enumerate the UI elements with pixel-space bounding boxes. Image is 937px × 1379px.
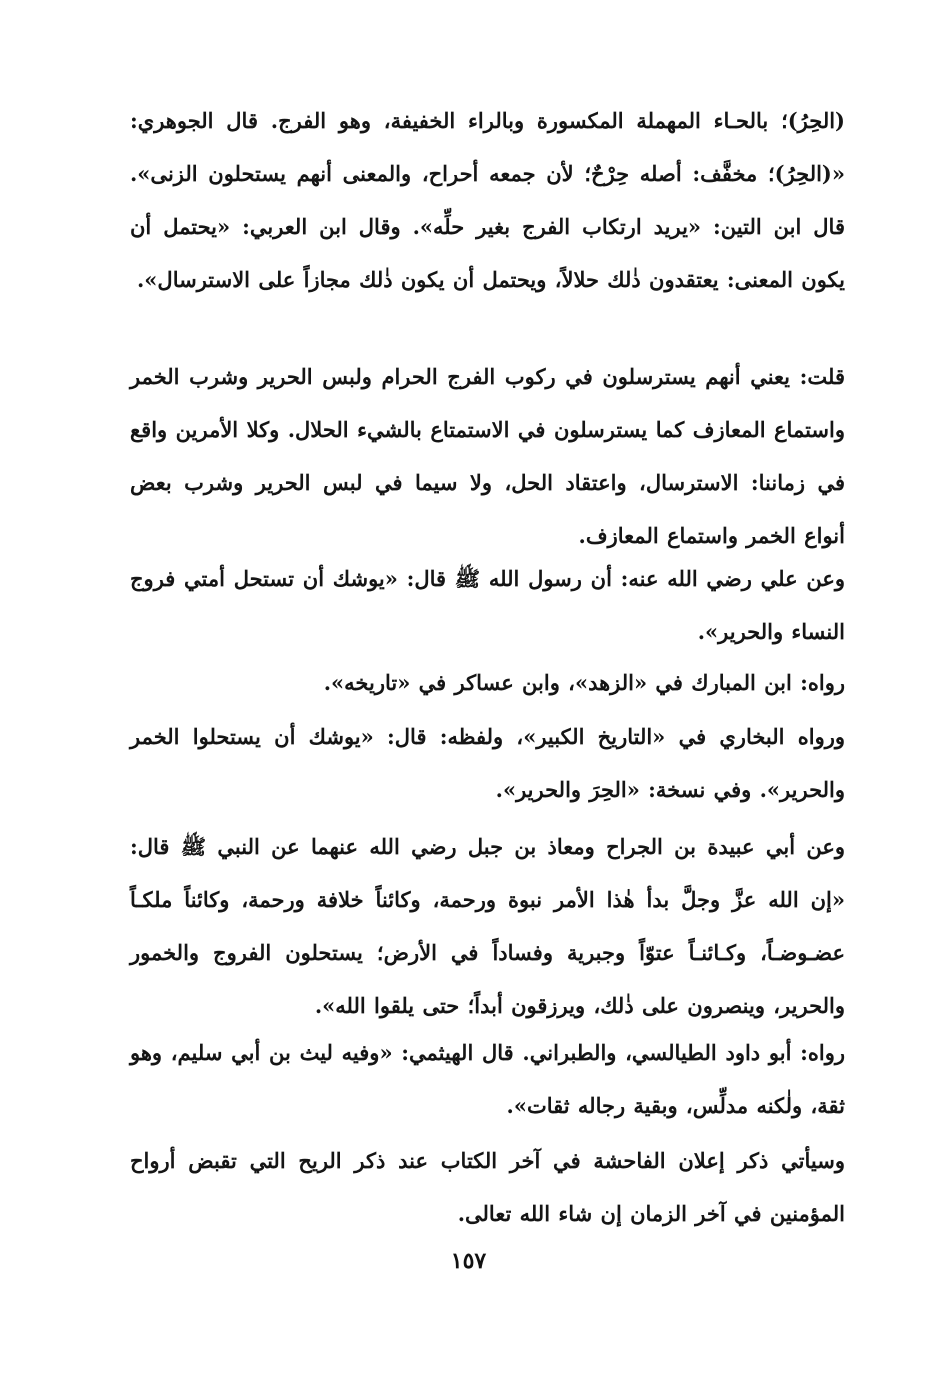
paragraph-6: وعن أبي عبيدة بن الجراح ومعاذ بن جبل رضي الله عنهما عن النبي ﷺ قال: «إن الله عزَّ وجلَّ بدأ هٰذا الأمر نبوة ورحمة، وكائناً خلافة ورحمة، وكائناً ملكـاً عضـوضـاً، وكـائنـاً عتوّاً وجبرية وفساداً في الأرض؛ يستحلون الفروج والخمور والحرير، وينصرون على ذٰلك، ويرزقون أبداً؛ حتى يلقوا الله».: [130, 834, 845, 1018]
paragraph-1: (الحِرُ)؛ بالحـاء المهملة المكسورة وبالراء الخفيفة، وهو الفرج. قال الجوهري: «(الحِرُ)؛ مخفَّف: أصله حِرْحٌ؛ لأن جمعه أحراح، والمعنى أنهم يستحلون الزنى». قال ابن التين: «يريد ارتكاب الفرج بغير حلِّه». وقال ابن العربي: «يحتمل أن يكون المعنى: يعتقدون ذٰلك حلالاً، ويحتمل أن يكون ذٰلك مجازاً على الاسترسال».: [130, 108, 845, 292]
paragraph-4: رواه: ابن المبارك في «الزهد»، وابن عساكر في «تاريخه».: [323, 670, 845, 695]
paragraph-7: رواه: أبو داود الطيالسي، والطبراني. قال الهيثمي: «وفيه ليث بن أبي سليم، وهو ثقة، ولٰكنه مدلِّس، وبقية رجاله ثقات».: [130, 1040, 845, 1118]
paragraph-3: وعن علي رضي الله عنه: أن رسول الله ﷺ قال: «يوشك أن تستحل أمتي فروج النساء والحرير».: [130, 566, 845, 644]
paragraph-8: وسيأتي ذكر إعلان الفاحشة في آخر الكتاب عند ذكر الريح التي تقبض أرواح المؤمنين في آخر الزمان إن شاء الله تعالى.: [130, 1148, 845, 1226]
paragraph-2: قلت: يعني أنهم يسترسلون في ركوب الفرج الحرام ولبس الحرير وشرب الخمر واستماع المعازف كما يسترسلون في الاستمتاع بالشيء الحلال. وكلا الأمرين واقع في زماننا: الاسترسال، واعتقاد الحل، ولا سيما في لبس الحرير وشرب بعض أنواع الخمر واستماع المعازف.: [130, 364, 845, 548]
page-number: ١٥٧: [450, 1248, 487, 1274]
paragraph-5: ورواه البخاري في «التاريخ الكبير»، ولفظه: قال: «يوشك أن يستحلوا الخمر والحرير». وفي نسخة: «الحِرَ والحرير».: [130, 724, 845, 802]
